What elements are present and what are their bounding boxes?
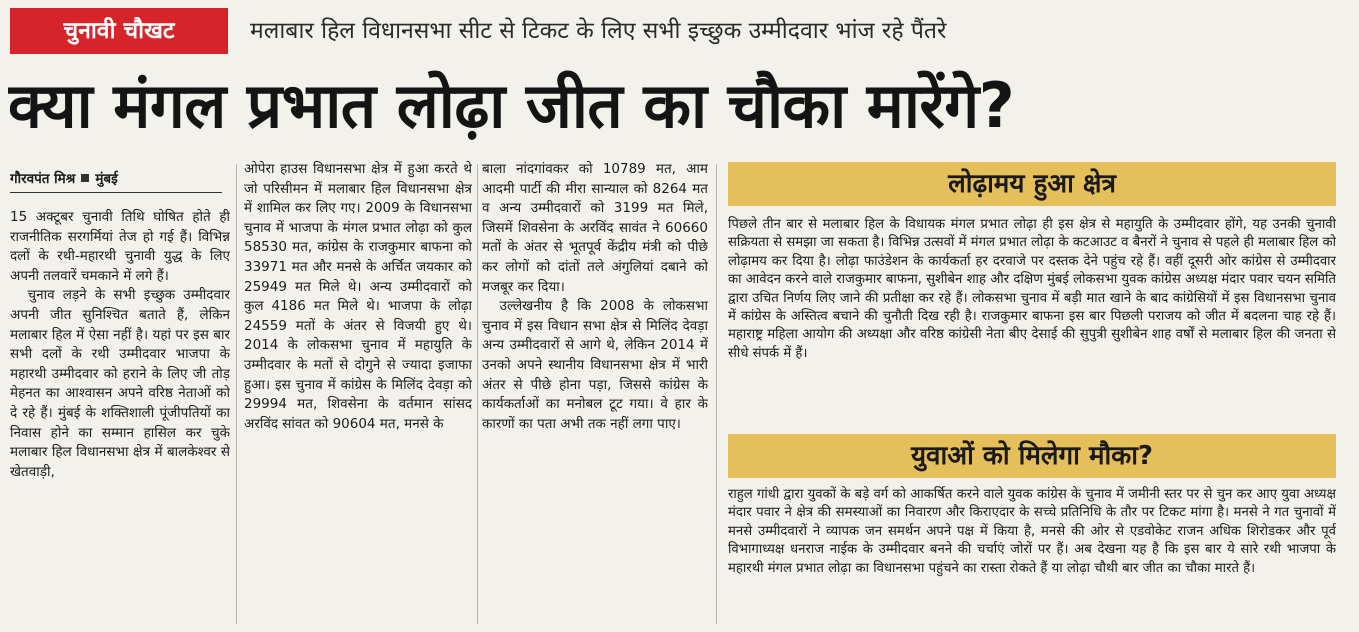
article-column-3 — [482, 160, 708, 628]
section-tag: चुनावी चौखट — [10, 8, 228, 54]
article-column-1 — [10, 208, 230, 628]
paragraph: ओपेरा हाउस विधानसभा क्षेत्र में हुआ करते थे जो परिसीमन में मलाबार हिल विधानसभा क्षेत्र में शामिल कर लिए गए। 2009 के विधानसभा चुनाव में भाजपा के मंगल प्रभात लोढ़ा को कुल 58530 मत, कांग्रेस के राजकुमार बाफना को 33971 मत और मनसे के अर्चित जयकार को 25949 मत मिले थे। अन्य उम्मीदवारों को कुल 4186 मत मिले थे। भाजपा के लोढ़ा 24559 मतों के अंतर से विजयी हुए थे। 2014 के लोकसभा चुनाव में महायुति के उम्मीदवार के मतों से दोगुने से ज्यादा इजाफा हुआ। इस चुनाव में कांग्रेस के मिलिंद देवड़ा को 29994 मत, शिवसेना के वर्तमान सांसद अरविंद सांवत को 90604 मत, मनसे के — [244, 161, 472, 432]
paragraph: बाला नांदगांवकर को 10789 मत, आम आदमी पार्टी की मीरा सान्याल को 8264 मत व अन्य उम्मीदवारों को 3199 मत मिले, जिसमें शिवसेना के अरविंद सावंत ने 60660 मतों के अंतर से भूतपूर्व केंद्रीय मंत्री को पीछे कर लोगों को दांतों तले अंगुलियां दबाने को मजबूर कर दिया। — [482, 161, 708, 295]
sidebar-box-1-text: पिछले तीन बार से मलाबार हिल के विधायक मंगल प्रभात लोढ़ा ही इस क्षेत्र से महायुति के उम्मीदवार होंगे, यह उनकी चुनावी सक्रियता से समझा जा सकता है। विभिन्न उत्सवों में मंगल प्रभात लोढ़ा के कटआउट व बैनरों ने चुनाव से पहले ही मलाबार हिल को लोढ़ामय कर दिया है। लोढ़ा फाउंडेशन के कार्यकर्ता हर दरवाजे पर दस्तक देने पहुंच रहे हैं। वहीं दूसरी ओर कांग्रेस से उम्मीदवार का आवेदन करने वाले राजकुमार बाफना, सुशीबेन शाह और दक्षिण मुंबई लोकसभा युवक कांग्रेस अध्यक्ष मंदार पवार चयन समिति द्वारा उचित निर्णय लिए जाने की प्रतीक्षा कर रहे हैं। लोकसभा चुनाव में बड़ी मात खाने के बाद कांग्रेसियों में इस विधानसभा चुनाव में कांग्रेस के अस्तित्व बचाने की चुनौती दिख रही है। राजकुमार बाफना इस बार पिछली पराजय को जीत में बदलना चाह रहे हैं। महाराष्ट्र महिला आयोग की अध्यक्षा और वरिष्ठ कांग्रेसी नेता बीए देसाई की सुपुत्री सुशीबेन शाह वर्षों से मलाबार हिल की जनता से सीधे संपर्क में हैं। — [728, 217, 1336, 361]
paragraph: 15 अक्टूबर चुनावी तिथि घोषित होते ही राजनीतिक सरगर्मियां तेज हो गई हैं। विभिन्न दलों के रथी-महारथी चुनावी युद्ध के लिए अपनी तलवारें चमकाने में लगे हैं। — [10, 209, 230, 284]
sidebar-box-2-text: राहुल गांधी द्वारा युवकों के बड़े वर्ग को आकर्षित करने वाले युवक कांग्रेस के चुनाव में जमीनी स्तर पर से चुन कर आए युवा अध्यक्ष मंदार पवार ने क्षेत्र की समस्याओं का निवारण और किराएदार के सच्चे प्रतिनिधि के तौर पर टिकट मांगा है। मनसे ने गत चुनावों में मनसे उम्मीदवारों ने व्यापक जन समर्थन अपने पक्ष में किया है, मनसे की ओर से एडवोकेट राजन अधिक शिरोडकर और पूर्व विभागाध्यक्ष धनराज नाईक के उम्मीदवार बनने की चर्चाएं जोरों पर हैं। अब देखना यह है कि इस बार ये सारे रथी भाजपा के महारथी मंगल प्रभात लोढ़ा का विधानसभा पहुंचने का रास्ता रोकते हैं या लोढ़ा चौथी बार जीत का चौका मारते हैं। — [728, 487, 1336, 576]
byline-author: गौरवपंत मिश्र — [10, 171, 76, 187]
byline-separator — [81, 174, 89, 182]
sidebar-box-1-title: लोढ़ामय हुआ क्षेत्र — [728, 162, 1336, 206]
column-divider — [477, 164, 478, 624]
headline: क्या मंगल प्रभात लोढ़ा जीत का चौका मारेंगे? — [8, 69, 1015, 142]
byline-city: मुंबई — [95, 171, 118, 187]
sidebar-box-2-title: युवाओं को मिलेगा मौका? — [728, 434, 1336, 478]
column-divider — [236, 164, 237, 624]
paragraph: उल्लेखनीय है कि 2008 के लोकसभा चुनाव में इस विधान सभा क्षेत्र से मिलिंद देवड़ा अन्य उम्मीदवारों से आगे थे, लेकिन 2014 में उनको अपने स्थानीय विधानसभा क्षेत्र में भारी अंतर से पीछे होना पड़ा, जिससे कांग्रेस के कार्यकर्ताओं का मनोबल टूट गया। वे हार के कारणों का पता अभी तक नहीं लगा पाए। — [482, 298, 708, 432]
paragraph: चुनाव लड़ने के सभी इच्छुक उम्मीदवार अपनी जीत सुनिश्चित बताते हैं, लेकिन मलाबार हिल में ऐसा नहीं है। यहां पर इस बार सभी दलों के रथी उम्मीदवार भाजपा के महारथी उम्मीदवार को हराने के लिए जी तोड़ मेहनत का आश्वासन अपने वरिष्ठ नेताओं को दे रहे हैं। मुंबई के शक्तिशाली पूंजीपतियों का निवास होने का सम्मान हासिल कर चुके मलाबार हिल विधानसभा क्षेत्र में बालकेश्वर से खेतवाड़ी, — [10, 287, 230, 480]
article-column-2 — [244, 160, 472, 628]
kicker-line: मलाबार हिल विधानसभा सीट से टिकट के लिए सभी इच्छुक उम्मीदवार भांज रहे पैंतरे — [250, 18, 947, 44]
column-divider — [716, 164, 717, 624]
byline — [10, 166, 222, 193]
